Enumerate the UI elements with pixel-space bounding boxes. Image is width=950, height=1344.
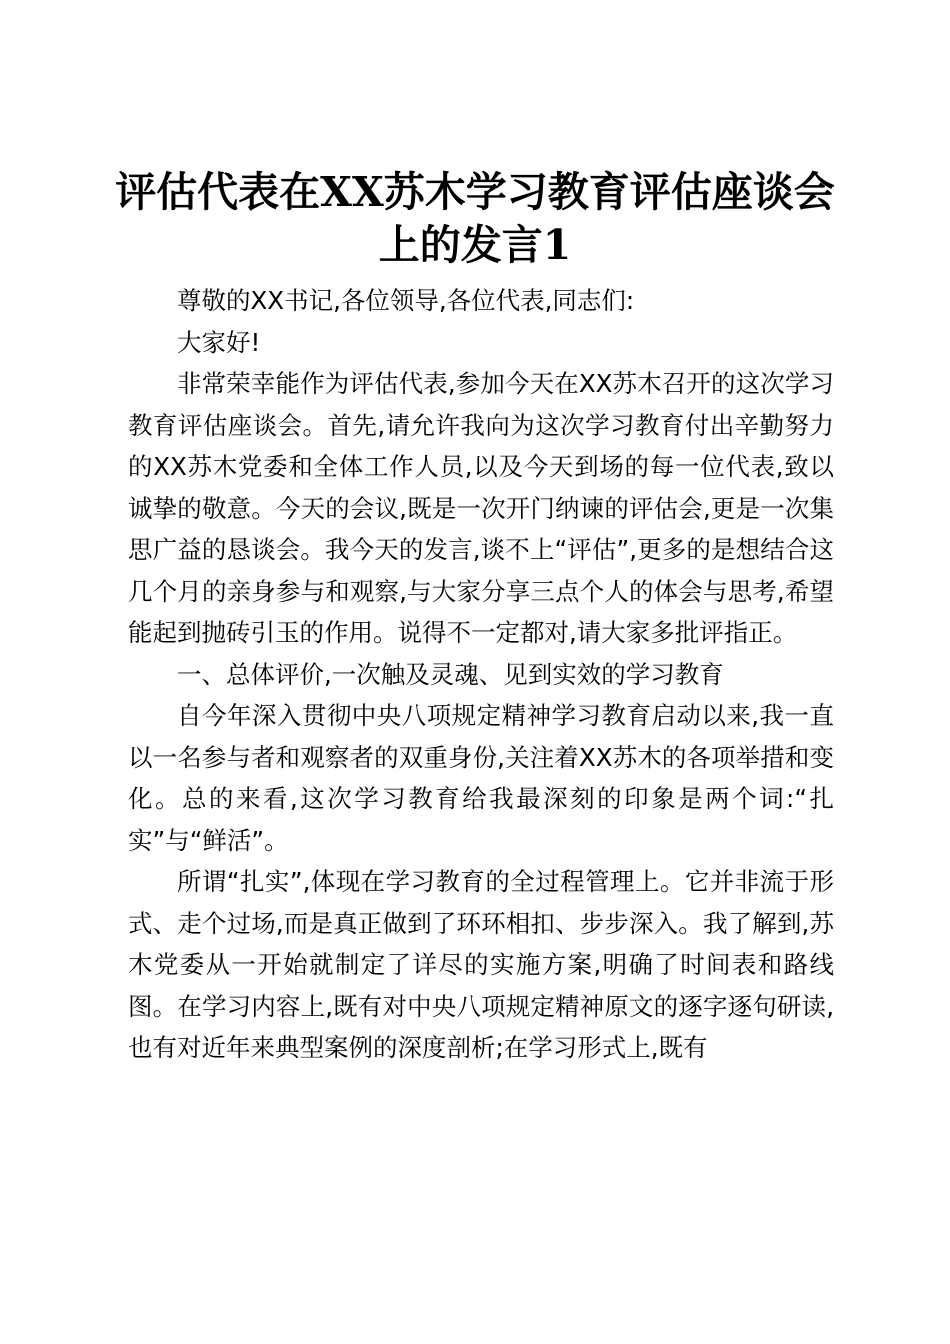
section-1-paragraph-1: 自今年深入贯彻中央八项规定精神学习教育启动以来,我一直以一名参与者和观察者的双重身份,关注着XX苏木的各项举措和变化。总的来看,这次学习教育给我最深刻的印象是两个词:“扎实”与“鲜活”。 (128, 701, 834, 855)
section-1-paragraph-2: 所谓“扎实”,体现在学习教育的全过程管理上。它并非流于形式、走个过场,而是真正做到了环环相扣、步步深入。我了解到,苏木党委从一开始就制定了详尽的实施方案,明确了时间表和路线图。在学习内容上,既有对中央八项规定精神原文的逐字逐句研读,也有对近年来典型案例的深度剖析;在学习形式上,既有 (128, 867, 834, 1062)
salutation: 尊敬的XX书记,各位领导,各位代表,同志们: (177, 286, 635, 315)
section-heading-1: 一、总体评价,一次触及灵魂、见到实效的学习教育 (177, 659, 724, 689)
document-body (128, 280, 834, 1069)
greeting: 大家好! (177, 327, 261, 357)
intro-paragraph: 非常荣幸能作为评估代表,参加今天在XX苏木召开的这次学习教育评估座谈会。首先,请允许我向为这次学习教育付出辛勤努力的XX苏木党委和全体工作人员,以及今天到场的每一位代表,致以诚挚的敬意。今天的会议,既是一次开门纳谏的评估会,更是一次集思广益的恳谈会。我今天的发言,谈不上“评估”,更多的是想结合这几个月的亲身参与和观察,与大家分享三点个人的体会与思考,希望能起到抛砖引玉的作用。说得不一定都对,请大家多批评指正。 (128, 369, 834, 647)
document-title: 评估代表在XX苏木学习教育评估座谈会上的发言1 (115, 168, 835, 269)
